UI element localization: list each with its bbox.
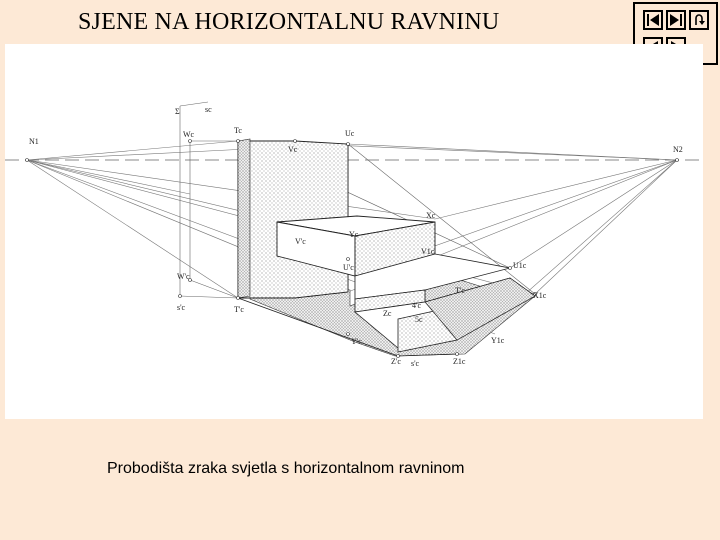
label-zc: Zc — [383, 309, 392, 318]
label-xc: Xc — [426, 211, 436, 220]
label-y1c: Y1c — [491, 336, 505, 345]
skip-to-last-button[interactable] — [666, 10, 686, 30]
label-n1: N1 — [29, 137, 39, 146]
label-x1c: X1c — [533, 291, 547, 300]
perspective-shadow-drawing — [5, 44, 703, 419]
return-icon — [692, 13, 706, 27]
label-sc-bottom: s'c — [411, 359, 420, 368]
label-vc: Vc — [288, 145, 298, 154]
label-u1c: U1c — [513, 261, 527, 270]
return-button[interactable] — [689, 10, 709, 30]
label-zc-prime: Z'c — [391, 357, 401, 366]
label-uc: Uc — [345, 129, 355, 138]
figure-caption: Probodišta zraka svjetla s horizontalnom ravninom — [107, 460, 465, 477]
label-four-c: 4'c — [412, 301, 421, 310]
label-wc: Wc — [183, 130, 195, 139]
label-sc-prime: s'c — [177, 303, 186, 312]
label-tc: Tc — [234, 126, 242, 135]
perspective-construction-svg — [5, 44, 703, 419]
label-sigma: Σ — [175, 107, 180, 116]
label-vc-prime: V'c — [295, 237, 306, 246]
label-wc-prime: W'c — [177, 272, 190, 281]
label-sc: sc — [205, 105, 212, 114]
skip-to-first-icon — [646, 13, 660, 27]
skip-to-last-icon — [669, 13, 683, 27]
label-five-c: 5c — [415, 315, 423, 324]
label-uc-prime: U'c — [343, 263, 354, 272]
label-v1c: V1c — [421, 247, 435, 256]
label-n2: N2 — [673, 145, 683, 154]
wall-side-face — [238, 139, 250, 298]
label-tpc: T'c — [455, 286, 465, 295]
label-yc: Yc — [349, 230, 359, 239]
label-z1c: Z1c — [453, 357, 466, 366]
slide-title: SJENE NA HORIZONTALNU RAVNINU — [78, 9, 500, 35]
label-yc-prime: Y'c — [351, 337, 362, 346]
skip-to-first-button[interactable] — [643, 10, 663, 30]
label-tc-prime: T'c — [234, 305, 244, 314]
